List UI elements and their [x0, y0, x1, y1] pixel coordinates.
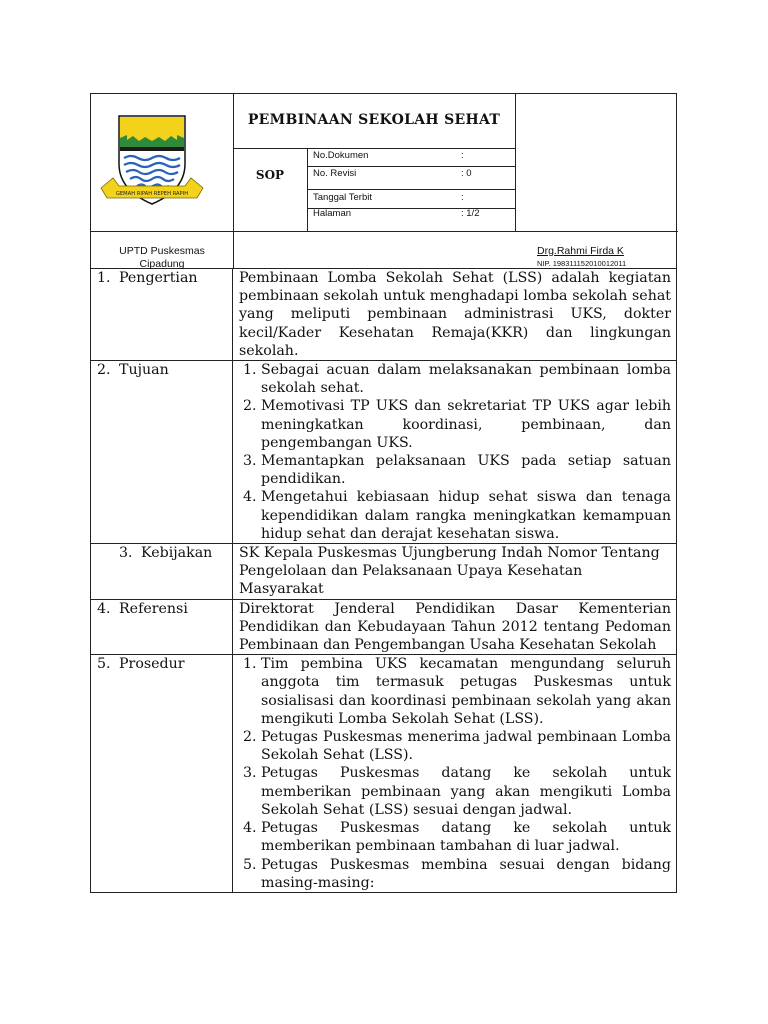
- pengertian-text: Pembinaan Lomba Sekolah Sehat (LSS) adalah kegiatan pembinaan sekolah untuk menghadapi lomba sekolah sehat yang meliputi pembinaan administrasi UKS, dokter kecil/Kader Kesehatan Remaja(KKR) dan lingkungan sekolah.: [233, 269, 677, 361]
- list-item: 5. Petugas Puskesmas membina sesuai dengan bidang masing-masing:: [261, 856, 671, 892]
- label-cell: [91, 599, 233, 655]
- label-cell: [91, 655, 233, 893]
- list-item: 3. Memantapkan pelaksanaan UKS pada setiap satuan pendidikan.: [261, 452, 671, 488]
- label-cell: [91, 544, 233, 600]
- sop-document: [90, 93, 678, 893]
- list-item: 4. Petugas Puskesmas datang ke sekolah untuk memberikan pembinaan tambahan di luar jadwal.: [261, 819, 671, 855]
- svg-text:GEMAH RIPAH REPEH RAPIH: GEMAH RIPAH REPEH RAPIH: [115, 191, 189, 197]
- unit-line-1: UPTD Puskesmas: [119, 245, 205, 257]
- list-item: 4. Mengetahui kebiasaan hidup sehat siswa dan tenaga kependidikan dalam rangka meningkatkan kemampuan hidup sehat dan derajat kesehatan siswa.: [261, 488, 671, 543]
- document-title: PEMBINAAN SEKOLAH SEHAT: [247, 112, 501, 128]
- list-item: 2. Memotivasi TP UKS dan sekretariat TP UKS agar lebih meningkatkan koordinasi, pembinaan, dan pengembangan UKS.: [261, 397, 671, 452]
- divider: [91, 231, 678, 232]
- tujuan-list: [239, 361, 671, 543]
- label-cell: [91, 361, 233, 544]
- section-number: 1.: [97, 270, 111, 286]
- unit-name: [91, 245, 233, 271]
- doc-type-label: SOP: [255, 168, 285, 182]
- sop-content-table: [90, 268, 677, 893]
- meta-label-no-revisi: No. Revisi: [313, 168, 357, 179]
- divider: [307, 166, 515, 167]
- row-prosedur: [91, 655, 677, 893]
- section-label: Tujuan: [119, 362, 169, 379]
- section-label: Pengertian: [119, 270, 198, 286]
- meta-value-tanggal-terbit: :: [461, 192, 464, 203]
- divider: [233, 148, 516, 149]
- unit-line-2: Cipadung: [139, 258, 185, 270]
- sop-header: [90, 93, 677, 269]
- kebijakan-text: SK Kepala Puskesmas Ujungberung Indah Nomor Tentang Pengelolaan dan Pelaksanaan Upaya Kesehatan Masyarakat: [233, 544, 677, 600]
- meta-value-no-revisi: : 0: [461, 168, 472, 179]
- divider: [515, 94, 516, 231]
- meta-label-no-dokumen: No.Dokumen: [313, 150, 369, 161]
- signatory-name: Drg.Rahmi Firda K: [537, 245, 624, 257]
- prosedur-list: [239, 655, 671, 892]
- section-number: 3.: [119, 545, 133, 562]
- prosedur-content: [233, 655, 677, 893]
- meta-label-tanggal-terbit: Tanggal Terbit: [313, 192, 372, 203]
- signatory-nip: NIP. 198311152010012011: [537, 259, 627, 268]
- row-pengertian: [91, 269, 677, 361]
- section-label: Kebijakan: [141, 545, 213, 562]
- label-cell: [91, 269, 233, 361]
- row-kebijakan: [91, 544, 677, 600]
- referensi-text: Direktorat Jenderal Pendidikan Dasar Kementerian Pendidikan dan Kebudayaan Tahun 2012 tentang Pedoman Pembinaan dan Pengembangan Usaha Kesehatan Sekolah: [233, 599, 677, 655]
- list-item: 2. Petugas Puskesmas menerima jadwal pembinaan Lomba Sekolah Sehat (LSS).: [261, 728, 671, 764]
- section-label: Referensi: [119, 600, 188, 617]
- section-number: 2.: [97, 362, 111, 379]
- section-number: 4.: [97, 600, 111, 617]
- section-label: Prosedur: [119, 656, 185, 673]
- row-tujuan: [91, 361, 677, 544]
- tujuan-content: [233, 361, 677, 544]
- section-number: 5.: [97, 656, 111, 673]
- city-emblem-logo: [97, 108, 207, 208]
- list-item: 3. Petugas Puskesmas datang ke sekolah untuk memberikan pembinaan yang akan mengikuti Lomba Sekolah Sehat (LSS) sesuai dengan jadwal.: [261, 764, 671, 819]
- list-item: 1. Tim pembina UKS kecamatan mengundang seluruh anggota tim termasuk petugas Puskesmas untuk sosialisasi dan koordinasi pembinaan sekolah yang akan mengikuti Lomba Sekolah Sehat (LSS).: [261, 655, 671, 728]
- divider: [307, 189, 515, 190]
- list-item: 1. Sebagai acuan dalam melaksanakan pembinaan lomba sekolah sehat.: [261, 361, 671, 397]
- row-referensi: [91, 599, 677, 655]
- meta-value-halaman: : 1/2: [461, 208, 480, 219]
- meta-value-no-dokumen: :: [461, 150, 464, 161]
- meta-label-halaman: Halaman: [313, 208, 352, 219]
